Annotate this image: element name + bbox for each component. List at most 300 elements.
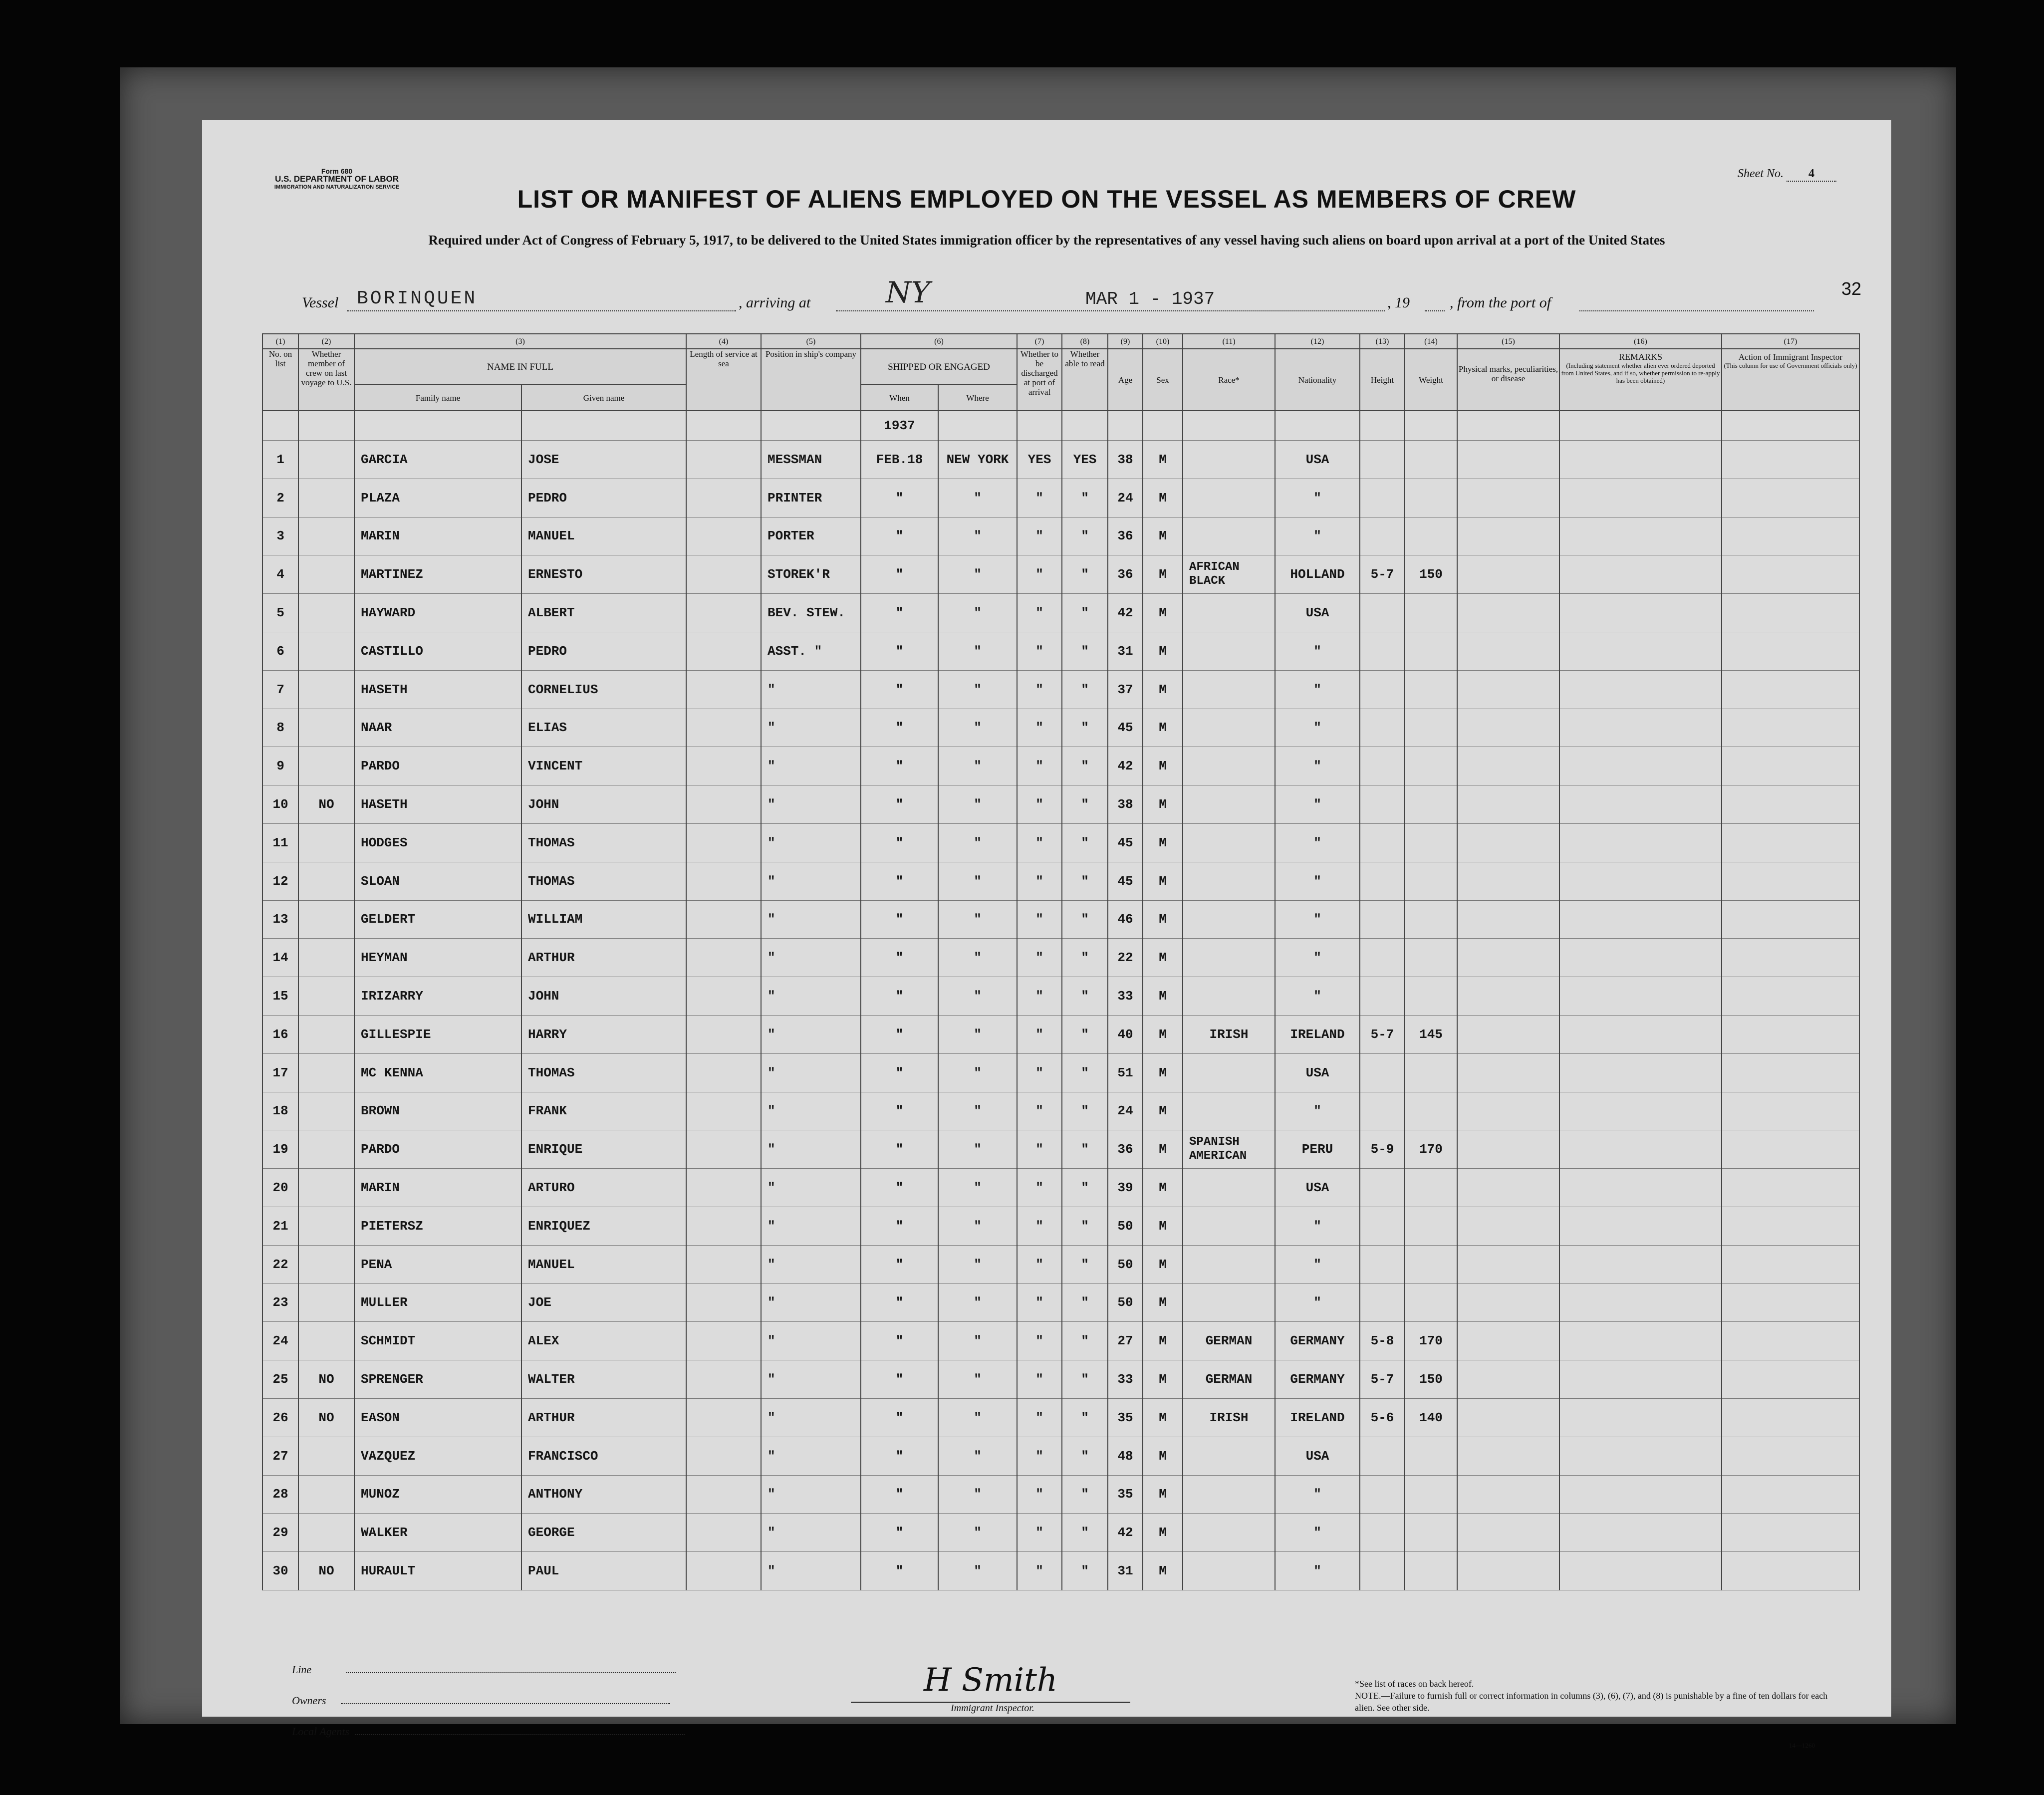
cell-race <box>1183 747 1275 785</box>
cell-when: " <box>861 1437 938 1475</box>
cell-disch: " <box>1017 1283 1062 1322</box>
cell-where: " <box>938 939 1017 977</box>
cell-when: " <box>861 1130 938 1169</box>
cell-when: " <box>861 1092 938 1130</box>
cell-sex: M <box>1143 555 1183 594</box>
cell-empty <box>1559 1322 1722 1360</box>
cell-no: 6 <box>262 632 298 670</box>
arriving-label: , arriving at <box>739 294 811 311</box>
cell-last <box>298 479 354 517</box>
cell-given: ARTURO <box>521 1169 686 1207</box>
department-name: U.S. DEPARTMENT OF LABOR <box>274 174 399 184</box>
cell-empty <box>1457 1437 1559 1475</box>
cell-where: " <box>938 517 1017 555</box>
cell-given: THOMAS <box>521 862 686 900</box>
cell-family: MULLER <box>354 1283 521 1322</box>
cell-weight <box>1405 709 1457 747</box>
cell-disch: " <box>1017 1437 1062 1475</box>
cell-empty <box>1559 555 1722 594</box>
cell-empty <box>686 785 761 824</box>
action-note: (This column for use of Government officials only) <box>1724 362 1857 369</box>
cell-last <box>298 1514 354 1552</box>
cell-family: PARDO <box>354 747 521 785</box>
cell-no: 5 <box>262 594 298 632</box>
cell-read: " <box>1062 747 1108 785</box>
table-row <box>262 1475 1859 1514</box>
cell-when: " <box>861 939 938 977</box>
cell-empty <box>1559 594 1722 632</box>
cell-where: NEW YORK <box>938 441 1017 479</box>
cell-disch: " <box>1017 1053 1062 1092</box>
table-row <box>262 862 1859 900</box>
cell-where: " <box>938 555 1017 594</box>
cell-disch: " <box>1017 1360 1062 1399</box>
cell-nat: " <box>1275 479 1360 517</box>
cell-empty <box>1722 785 1859 824</box>
cell-nat: " <box>1275 900 1360 939</box>
cell-family: HODGES <box>354 823 521 862</box>
cell-no: 9 <box>262 747 298 785</box>
cell-age: 36 <box>1108 555 1143 594</box>
cell-age: 45 <box>1108 823 1143 862</box>
cell-no: 10 <box>262 785 298 824</box>
cell-weight <box>1405 785 1457 824</box>
cell-empty <box>1722 1015 1859 1053</box>
table-row <box>262 632 1859 670</box>
cell-empty <box>1457 1514 1559 1552</box>
table-row <box>262 670 1859 709</box>
cell-height: 5-9 <box>1360 1130 1405 1169</box>
cell-given: ANTHONY <box>521 1475 686 1514</box>
cell-race <box>1183 939 1275 977</box>
cell-height: 5-7 <box>1360 555 1405 594</box>
cell-race <box>1183 900 1275 939</box>
cell-family: IRIZARRY <box>354 977 521 1016</box>
cell-height <box>1360 1245 1405 1283</box>
cell-nat: " <box>1275 632 1360 670</box>
cell-disch: " <box>1017 1322 1062 1360</box>
cell-disch: " <box>1017 1130 1062 1169</box>
cell-position: " <box>761 1207 861 1245</box>
cell-no: 16 <box>262 1015 298 1053</box>
cell-age: 45 <box>1108 862 1143 900</box>
cell-empty <box>1457 632 1559 670</box>
cell-empty <box>1722 1283 1859 1322</box>
cell-disch: YES <box>1017 441 1062 479</box>
cell-disch: " <box>1017 1398 1062 1437</box>
cell-family: VAZQUEZ <box>354 1437 521 1475</box>
cell-empty <box>1559 1092 1722 1130</box>
cell-empty <box>1722 823 1859 862</box>
cell-empty <box>1559 785 1722 824</box>
cell-read: " <box>1062 670 1108 709</box>
cell-height <box>1360 1169 1405 1207</box>
cell-race <box>1183 1437 1275 1475</box>
page-number: 32 <box>1841 278 1861 299</box>
cell-when: " <box>861 785 938 824</box>
table-row <box>262 1169 1859 1207</box>
cell-when: " <box>861 594 938 632</box>
cell-weight <box>1405 939 1457 977</box>
cell-empty <box>1457 1130 1559 1169</box>
cell-disch: " <box>1017 823 1062 862</box>
sheet-number <box>1738 167 1836 182</box>
cell-empty <box>1457 1169 1559 1207</box>
cell-last <box>298 1245 354 1283</box>
cell-empty <box>1722 517 1859 555</box>
cell-family: SCHMIDT <box>354 1322 521 1360</box>
cell-no: 8 <box>262 709 298 747</box>
cell-given: JOE <box>521 1283 686 1322</box>
cell-where: " <box>938 747 1017 785</box>
cell-empty <box>1457 939 1559 977</box>
col-nationality: Nationality <box>1275 349 1360 411</box>
cell-nat: USA <box>1275 1053 1360 1092</box>
cell-sex: M <box>1143 939 1183 977</box>
col-name-in-full: NAME IN FULL <box>354 349 686 385</box>
cell-empty <box>1559 1514 1722 1552</box>
cell-empty <box>1722 939 1859 977</box>
cell-empty <box>1559 900 1722 939</box>
cell-empty <box>1457 555 1559 594</box>
cell-height <box>1360 670 1405 709</box>
cell-family: HAYWARD <box>354 594 521 632</box>
cell-disch: " <box>1017 1092 1062 1130</box>
cell-height: 5-7 <box>1360 1015 1405 1053</box>
cell-race <box>1183 1514 1275 1552</box>
cell-given: ARTHUR <box>521 939 686 977</box>
col-age: Age <box>1108 349 1143 411</box>
cell-weight <box>1405 1552 1457 1590</box>
cell-weight: 140 <box>1405 1398 1457 1437</box>
cell-height <box>1360 1552 1405 1590</box>
service-name: IMMIGRATION AND NATURALIZATION SERVICE <box>274 184 400 190</box>
cell-race <box>1183 1207 1275 1245</box>
cell-position: STOREK'R <box>761 555 861 594</box>
cell-last <box>298 977 354 1016</box>
cell-nat: PERU <box>1275 1130 1360 1169</box>
cell-no: 3 <box>262 517 298 555</box>
cell-empty <box>686 939 761 977</box>
cell-sex: M <box>1143 709 1183 747</box>
owners-field: Owners <box>292 1685 685 1716</box>
cell-empty <box>1722 1514 1859 1552</box>
cell-given: PEDRO <box>521 479 686 517</box>
cell-empty <box>1457 1283 1559 1322</box>
cell-when: " <box>861 862 938 900</box>
col-given-name: Given name <box>521 385 686 411</box>
arrival-port-and-date <box>836 275 1385 311</box>
table-row <box>262 1283 1859 1322</box>
cell-family: GILLESPIE <box>354 1015 521 1053</box>
cell-race <box>1183 479 1275 517</box>
cell-empty <box>1559 517 1722 555</box>
cell-age: 38 <box>1108 441 1143 479</box>
cell-race: SPANISH AMERICAN <box>1183 1130 1275 1169</box>
cell-empty <box>1559 939 1722 977</box>
col-race: Race* <box>1183 349 1275 411</box>
cell-empty <box>1722 862 1859 900</box>
table-row <box>262 747 1859 785</box>
cell-given: GEORGE <box>521 1514 686 1552</box>
cell-read: " <box>1062 939 1108 977</box>
cell-family: PARDO <box>354 1130 521 1169</box>
cell-position: " <box>761 1475 861 1514</box>
cell-no: 7 <box>262 670 298 709</box>
cell-position: " <box>761 1514 861 1552</box>
cell-empty <box>1722 1169 1859 1207</box>
cell-empty <box>1722 709 1859 747</box>
signature: H Smith <box>851 1662 1130 1703</box>
cell-empty <box>1457 785 1559 824</box>
cell-last <box>298 1207 354 1245</box>
cell-position: " <box>761 977 861 1016</box>
table-row <box>262 1322 1859 1360</box>
cell-where: " <box>938 632 1017 670</box>
cell-nat: " <box>1275 1552 1360 1590</box>
cell-nat: " <box>1275 823 1360 862</box>
cell-given: ARTHUR <box>521 1398 686 1437</box>
cell-race <box>1183 632 1275 670</box>
cell-sex: M <box>1143 1015 1183 1053</box>
table-row <box>262 555 1859 594</box>
table-row <box>262 1130 1859 1169</box>
cell-given: WALTER <box>521 1360 686 1399</box>
cell-empty <box>1457 1092 1559 1130</box>
cell-last: NO <box>298 1552 354 1590</box>
cell-height <box>1360 1283 1405 1322</box>
cell-empty <box>1457 1475 1559 1514</box>
cell-weight <box>1405 517 1457 555</box>
cell-empty <box>686 517 761 555</box>
cell-height <box>1360 479 1405 517</box>
cell-race <box>1183 1552 1275 1590</box>
cell-empty <box>1559 823 1722 862</box>
col-no-on-list: No. on list <box>262 349 298 411</box>
cell-position: ASST. " <box>761 632 861 670</box>
cell-given: FRANCISCO <box>521 1437 686 1475</box>
cell-empty <box>686 441 761 479</box>
cell-disch: " <box>1017 594 1062 632</box>
cell-where: " <box>938 670 1017 709</box>
cell-family: NAAR <box>354 709 521 747</box>
cell-disch: " <box>1017 785 1062 824</box>
cell-race <box>1183 594 1275 632</box>
cell-empty <box>1559 1360 1722 1399</box>
cell-disch: " <box>1017 479 1062 517</box>
cell-race <box>1183 709 1275 747</box>
cell-position: " <box>761 1015 861 1053</box>
cell-no: 1 <box>262 441 298 479</box>
cell-read: " <box>1062 900 1108 939</box>
table-row <box>262 1015 1859 1053</box>
cell-given: WILLIAM <box>521 900 686 939</box>
col-action-inspector <box>1722 349 1859 411</box>
sheet-label: Sheet No. <box>1738 167 1784 180</box>
cell-where: " <box>938 785 1017 824</box>
cell-last <box>298 939 354 977</box>
cell-empty <box>1559 747 1722 785</box>
cell-given: ENRIQUE <box>521 1130 686 1169</box>
cell-nat: USA <box>1275 594 1360 632</box>
cell-no: 2 <box>262 479 298 517</box>
cell-read: " <box>1062 1207 1108 1245</box>
cell-height <box>1360 1207 1405 1245</box>
table-row <box>262 977 1859 1016</box>
cell-last <box>298 1475 354 1514</box>
cell-race <box>1183 823 1275 862</box>
cell-read: " <box>1062 555 1108 594</box>
cell-age: 24 <box>1108 479 1143 517</box>
cell-family: HASETH <box>354 785 521 824</box>
cell-sex: M <box>1143 1514 1183 1552</box>
cell-empty <box>1722 977 1859 1016</box>
cell-where: " <box>938 900 1017 939</box>
cell-nat: " <box>1275 670 1360 709</box>
cell-empty <box>686 823 761 862</box>
crew-rows <box>262 411 1859 1590</box>
cell-empty <box>1457 823 1559 862</box>
cell-read: YES <box>1062 441 1108 479</box>
cell-empty <box>1559 1552 1722 1590</box>
cell-empty <box>686 1437 761 1475</box>
cell-nat: " <box>1275 1283 1360 1322</box>
cell-height <box>1360 709 1405 747</box>
cell-empty <box>1457 1015 1559 1053</box>
cell-read: " <box>1062 1015 1108 1053</box>
cell-height <box>1360 747 1405 785</box>
cell-height <box>1360 823 1405 862</box>
cell-race <box>1183 517 1275 555</box>
cell-where: " <box>938 823 1017 862</box>
col-height: Height <box>1360 349 1405 411</box>
cell-sex: M <box>1143 785 1183 824</box>
cell-last: NO <box>298 1360 354 1399</box>
form-number: Form 680 <box>321 167 353 175</box>
cell-height <box>1360 517 1405 555</box>
cell-when: " <box>861 1475 938 1514</box>
cell-where: " <box>938 1398 1017 1437</box>
cell-position: " <box>761 1322 861 1360</box>
table-row <box>262 1514 1859 1552</box>
crew-manifest-table: (1) (2) (3) (4) (5) (6) (7) (8) (9) (10) (11) (12) (13) (14) (15) (16) (17) No. on list Whether member of crew on last voyage to U.S. NAME IN FULL Length of service at sea Position in ship's company SHIPPED OR ENGAGED Whether to be discharged at port of arrival Whether able to read Age Sex Race* Nationality Height Weight Physical marks, peculiarities, or disease REMARKS (Including statement whether alien ever ordered deported from United States, and if so, whether permission to re-apply has been obtained) Action of Immigrant Inspector (This column for use of Government officials only) Family name Given name When Where 1937 1 GARCIA JOSE MESSMAN FEB.18 NEW YORK YES YES 38 M USA 2 PLAZA PEDRO PRINTER " " " " 24 M " 3 MARIN MANUEL PORTER " " " " 36 M " 4 MARTINEZ ERNESTO STOREK'R " " " " 36 M AFRICAN BLACK HOLLAND 5-7 150 5 HAYWARD ALBERT BEV. STEW. " " " " 42 M USA 6 CASTILLO PEDRO ASST. " " " " " 31 M " 7 HASETH CORNELIUS " " " " " 37 M " 8 NAAR ELIAS " " " " " 45 M " 9 PARDO VINCENT " " " " " 42 M " 10 NO HASETH JOHN " " " " " 38 M " 11 HODGES THOMAS " " " " " 45 M " 12 SLOAN THOMAS " " " " " 45 M " 13 GELDERT WILLIAM " " " " " 46 M " 14 HEYMAN ARTHUR " " " " " 22 M " 15 IRIZARRY JOHN " " " " " 33 M " 16 GILLESPIE HARRY " " " " " 40 M IRISH IRELAND 5-7 145 17 MC KENNA THOMAS " " " " " 51 M USA 18 BROWN FRANK " " " " " 24 M " 19 PARDO ENRIQUE " " " " " 36 M SPANISH AMERICAN PERU 5-9 170 20 MARIN ARTURO " " " " " 39 M USA 21 PIETERSZ ENRIQUEZ " " " " " 50 M " 22 PENA MANUEL " " " " " 50 M " 23 MULLER JOE " " " " " 50 M " 24 SCHMIDT ALEX " " " " " 27 M GERMAN GERMANY 5-8 170 25 NO SPRENGER WALTER " " " " " 33 M GERMAN GERMANY 5-7 150 26 NO EASON ARTHUR " " " " " 35 M IRISH IRELAND 5-6 140 27 VAZQUEZ FRANCISCO " " " " " 48 M USA 28 MUNOZ ANTHONY " " " " " 35 M " 29 WALKER GEORGE " " " " " 42 M " 30 NO HURAULT PAUL " " " " " 31 M " <box>262 333 1860 1590</box>
cell-given: CORNELIUS <box>521 670 686 709</box>
cell-age: 36 <box>1108 1130 1143 1169</box>
cell-read: " <box>1062 1322 1108 1360</box>
cell-last <box>298 823 354 862</box>
cell-position: " <box>761 823 861 862</box>
cell-nat: " <box>1275 747 1360 785</box>
cell-position: " <box>761 939 861 977</box>
cell-empty <box>686 747 761 785</box>
year-label: , 19 <box>1387 294 1410 311</box>
cell-empty <box>686 1015 761 1053</box>
cell-disch: " <box>1017 900 1062 939</box>
cell-weight <box>1405 670 1457 709</box>
cell-height <box>1360 1092 1405 1130</box>
cell-weight <box>1405 862 1457 900</box>
cell-height <box>1360 1514 1405 1552</box>
cell-empty <box>686 900 761 939</box>
cell-last <box>298 862 354 900</box>
cell-when: " <box>861 977 938 1016</box>
cell-where: " <box>938 1360 1017 1399</box>
cell-disch: " <box>1017 709 1062 747</box>
table-row <box>262 1360 1859 1399</box>
cell-given: ALBERT <box>521 594 686 632</box>
cell-weight <box>1405 900 1457 939</box>
cell-when: " <box>861 1322 938 1360</box>
cell-height <box>1360 900 1405 939</box>
cell-position: " <box>761 1245 861 1283</box>
cell-age: 50 <box>1108 1245 1143 1283</box>
cell-empty <box>1722 1398 1859 1437</box>
cell-height: 5-8 <box>1360 1322 1405 1360</box>
cell-where: " <box>938 1169 1017 1207</box>
cell-empty <box>1722 594 1859 632</box>
cell-family: WALKER <box>354 1514 521 1552</box>
cell-disch: " <box>1017 747 1062 785</box>
cell-height <box>1360 594 1405 632</box>
cell-no: 25 <box>262 1360 298 1399</box>
cell-empty <box>1457 517 1559 555</box>
cell-no: 12 <box>262 862 298 900</box>
cell-empty <box>686 1514 761 1552</box>
cell-empty <box>1457 977 1559 1016</box>
cell-given: THOMAS <box>521 823 686 862</box>
cell-family: HEYMAN <box>354 939 521 977</box>
cell-last <box>298 1437 354 1475</box>
cell-position: " <box>761 1092 861 1130</box>
cell-when: " <box>861 1552 938 1590</box>
cell-empty <box>1559 862 1722 900</box>
cell-position: PORTER <box>761 517 861 555</box>
cell-when: " <box>861 517 938 555</box>
remarks-heading: REMARKS <box>1618 352 1663 362</box>
page-title: LIST OR MANIFEST OF ALIENS EMPLOYED ON THE VESSEL AS MEMBERS OF CREW <box>517 185 1576 213</box>
cell-empty <box>686 1360 761 1399</box>
cell-weight <box>1405 747 1457 785</box>
cell-empty <box>686 1169 761 1207</box>
cell-no: 4 <box>262 555 298 594</box>
line-field: Line <box>292 1654 685 1685</box>
cell-given: ELIAS <box>521 709 686 747</box>
cell-position: " <box>761 1283 861 1322</box>
cell-weight <box>1405 441 1457 479</box>
cell-nat: " <box>1275 709 1360 747</box>
cell-empty <box>1559 1437 1722 1475</box>
cell-family: EASON <box>354 1398 521 1437</box>
cell-given: JOHN <box>521 977 686 1016</box>
cell-read: " <box>1062 1130 1108 1169</box>
cell-sex: M <box>1143 747 1183 785</box>
cell-family: PIETERSZ <box>354 1207 521 1245</box>
cell-empty <box>1722 1053 1859 1092</box>
cell-sex: M <box>1143 1245 1183 1283</box>
sheet-value: 4 <box>1787 167 1836 182</box>
cell-where: " <box>938 594 1017 632</box>
col-when: When <box>861 385 938 411</box>
cell-disch: " <box>1017 632 1062 670</box>
col-length-service: Length of service at sea <box>686 349 761 411</box>
cell-empty <box>1722 670 1859 709</box>
cell-where: " <box>938 1130 1017 1169</box>
cell-no: 28 <box>262 1475 298 1514</box>
cell-read: " <box>1062 862 1108 900</box>
cell-when: " <box>861 823 938 862</box>
cell-when: " <box>861 632 938 670</box>
cell-given: MANUEL <box>521 1245 686 1283</box>
